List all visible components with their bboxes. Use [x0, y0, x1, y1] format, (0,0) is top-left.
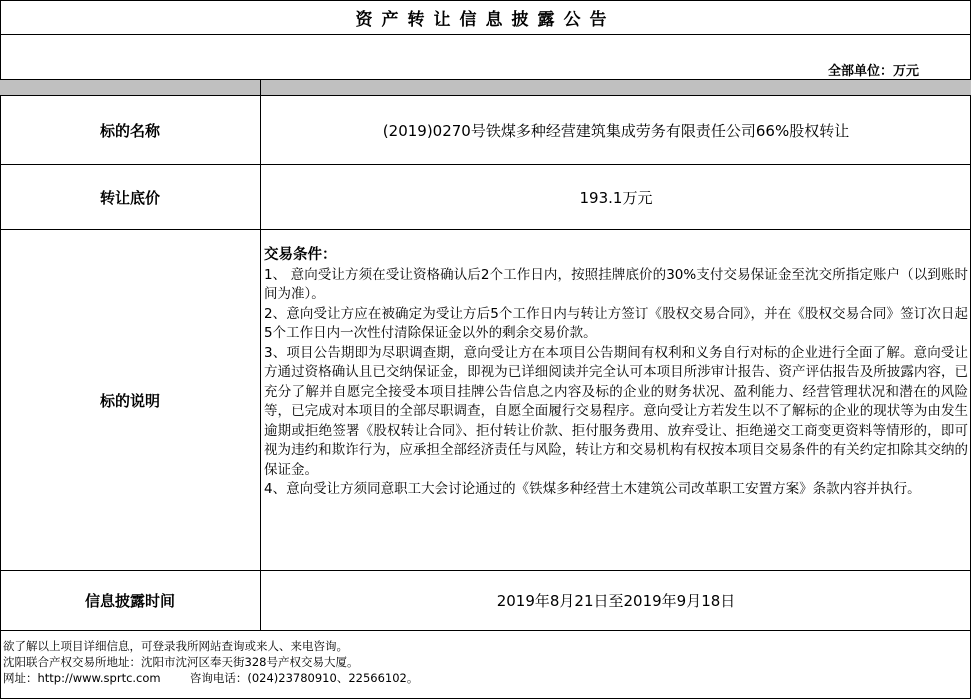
- price-value: 193.1万元: [579, 188, 653, 207]
- unit-label: 全部单位：万元: [827, 64, 919, 79]
- footer: [3, 638, 418, 686]
- desc-label: 标的说明: [99, 391, 160, 410]
- title-row: [0, 0, 971, 34]
- time-label: 信息披露时间: [84, 592, 175, 610]
- desc-item: 3、项目公告期即为尽职调查期，意向受让方在本项目公告期间有权利和义务自行对标的企业进行全面了解。意向受让方通过资格确认且已交纳保证金，即视为已详细阅读并完全认可本项目所涉审计报告、资产评估报告及所披露内容，已充分了解并自愿完全接受本项目挂牌公告信息之内容及标的企业的财务状况、盈利能力、经营管理状况和潜在的风险等，已完成对本项目的全部尽职调查，自愿全面履行交易程序。意向受让方若发生以不了解标的企业的现状等为由发生逾期或拒绝签署《股权转让合同》、拒付转让价款、拒付服务费用、放弃受让、拒绝递交工商变更资料等情形的，即可视为违约和欺诈行为，应承担全部经济责任与风险，转让方和交易机构有权按本项目交易条件的有关约定扣除其交纳的保证金。: [264, 344, 968, 478]
- desc-item: 2、意向受让方应在被确定为受让方后5个工作日内与转让方签订《股权交易合同》，并在《股权交易合同》签订次日起5个工作日内一次性付清除保证金以外的剩余交易价款。: [264, 305, 968, 341]
- desc-item: 1、 意向受让方须在受让资格确认后2个工作日内，按照挂牌底价的30%支付交易保证金至沈交所指定账户（以到账时间为准）。: [264, 266, 968, 302]
- footer-address: 沈阳联合产权交易所地址：沈阳市沈河区奉天街328号产权交易大厦。: [3, 655, 359, 669]
- desc-item: 4、意向受让方须同意职工大会讨论通过的《铁煤多种经营土木建筑公司改革职工安置方案》条款内容并执行。: [264, 481, 921, 497]
- name-label: 标的名称: [99, 121, 160, 140]
- name-value: (2019)0270号铁煤多种经营建筑集成劳务有限责任公司66%股权转让: [382, 121, 850, 140]
- desc-content: [264, 246, 968, 500]
- title-divider: [0, 34, 971, 35]
- table-bottom-border: [0, 630, 971, 631]
- time-value: 2019年8月21日至2019年9月18日: [496, 592, 736, 610]
- price-label: 转让底价: [99, 188, 160, 207]
- desc-heading: 交易条件：: [264, 247, 337, 263]
- footer-info: 欲了解以上项目详细信息，可登录我所网站查询或来人、来电咨询。: [3, 639, 348, 653]
- page-title: 资产转让信息披露公告: [355, 9, 616, 30]
- header-band: [0, 80, 971, 95]
- footer-contact: 网址：http://www.sprtc.com 咨询电话：(024)23780910、22566102。: [3, 671, 419, 685]
